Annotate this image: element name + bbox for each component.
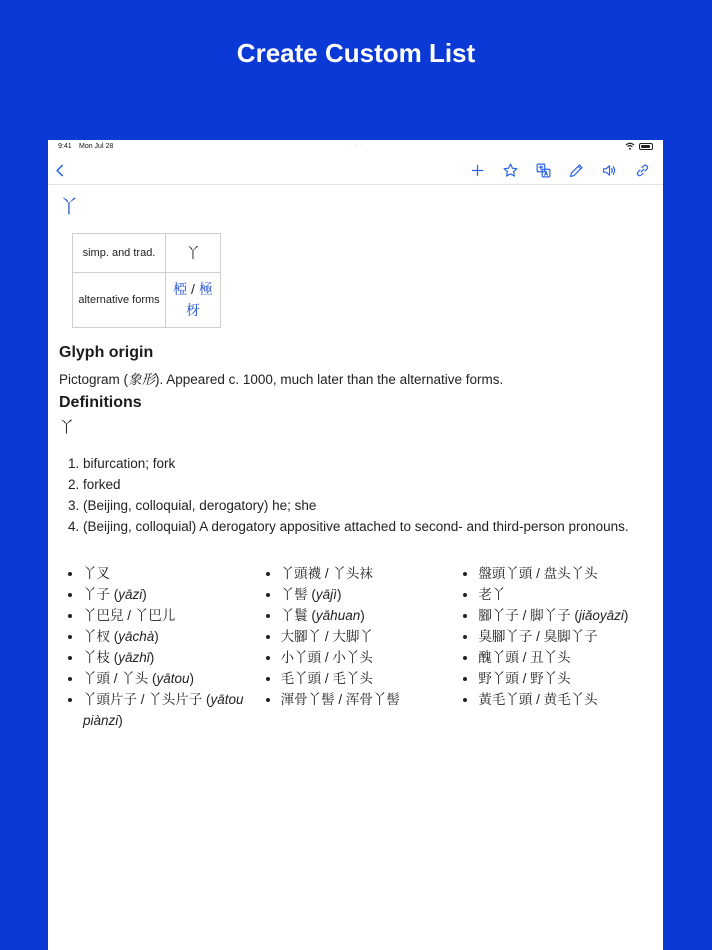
glyph-origin-heading: Glyph origin: [59, 344, 154, 361]
alt-separator: /: [187, 281, 199, 297]
derived-term-item[interactable]: [478, 626, 652, 647]
derived-term-pinyin: yātou piànzi: [83, 692, 244, 728]
derived-term-item[interactable]: [478, 647, 652, 668]
edit-button[interactable]: [566, 160, 586, 180]
forms-table: [72, 233, 221, 328]
status-time: 9:41: [58, 143, 72, 150]
derived-term-item[interactable]: [83, 605, 257, 626]
derived-term-item[interactable]: [478, 563, 652, 584]
derived-terms: [59, 563, 652, 731]
translate-button[interactable]: [533, 160, 553, 180]
battery-icon: [639, 143, 653, 150]
translate-icon: [535, 162, 552, 179]
derived-term-han: 黃毛丫頭 / 黄毛丫头: [478, 692, 598, 707]
derived-term-close: ): [149, 650, 155, 665]
definition-item: 2. forked: [83, 474, 652, 495]
add-button[interactable]: [467, 160, 487, 180]
derived-term-item[interactable]: [478, 689, 652, 710]
derived-term-pinyin: yāchà: [118, 629, 155, 644]
derived-term-item[interactable]: [83, 647, 257, 668]
derived-term-close: ): [623, 608, 629, 623]
derived-term-item[interactable]: [478, 584, 652, 605]
derived-term-pinyin: yātou: [156, 671, 190, 686]
entry-content: [48, 193, 663, 731]
definitions-list: [59, 453, 652, 537]
derived-term-close: ): [154, 629, 159, 644]
simp-trad-value: 丫: [166, 234, 221, 273]
derived-term-item[interactable]: [83, 689, 257, 731]
origin-text-part: Pictogram (: [59, 372, 129, 387]
derived-term-han: 毛丫頭 / 毛丫头: [280, 671, 373, 686]
definitions-heading: Definitions: [59, 394, 142, 411]
headword: 丫: [60, 197, 78, 217]
derived-term-pinyin: yāzi: [118, 587, 143, 602]
derived-term-han: 老丫: [478, 587, 506, 602]
derived-term-han: 丫髻 (: [280, 587, 316, 602]
derived-term-han: 大腳丫 / 大脚丫: [280, 629, 373, 644]
derived-term-item[interactable]: [83, 626, 257, 647]
star-icon: [502, 162, 519, 179]
derived-term-close: ): [360, 608, 365, 623]
status-bar: [48, 140, 663, 156]
derived-term-close: ): [142, 587, 147, 602]
back-button[interactable]: [50, 160, 70, 180]
derived-term-close: ): [118, 713, 123, 728]
derived-term-pinyin: yājì: [315, 587, 337, 602]
definition-item: 4. (Beijing, colloquial) A derogatory appositive attached to second- and third-person pronouns.: [83, 516, 652, 537]
toolbar: [48, 156, 663, 185]
derived-term-han: 丫杈 (: [83, 629, 119, 644]
chevron-left-icon: [52, 162, 69, 179]
wifi-icon: [625, 142, 635, 150]
alt-form-link[interactable]: 枒: [186, 302, 200, 318]
pencil-icon: [568, 162, 585, 179]
device-screen: [48, 140, 663, 950]
derived-term-han: 丫枝 (: [83, 650, 119, 665]
derived-term-item[interactable]: [83, 584, 257, 605]
alt-forms-value: [166, 273, 221, 328]
derived-term-close: ): [336, 587, 342, 602]
favorite-button[interactable]: [500, 160, 520, 180]
derived-term-han: 盤頭丫頭 / 盘头丫头: [478, 566, 598, 581]
audio-button[interactable]: [599, 160, 619, 180]
definitions-char: 丫: [59, 419, 75, 436]
derived-term-han: 丫巴兒 / 丫巴儿: [83, 608, 176, 623]
derived-term-han: 臭腳丫子 / 臭脚丫子: [478, 629, 598, 644]
derived-term-pinyin: yāzhī: [118, 650, 150, 665]
derived-term-han: 醜丫頭 / 丑丫头: [478, 650, 571, 665]
derived-column: [59, 563, 257, 731]
alt-forms-label: alternative forms: [73, 273, 166, 328]
derived-term-pinyin: yāhuan: [315, 608, 361, 623]
status-date: Mon Jul 28: [79, 143, 114, 150]
derived-term-han: 丫鬟 (: [280, 608, 316, 623]
alt-form-link[interactable]: 椏: [173, 281, 188, 297]
derived-column: [257, 563, 455, 731]
derived-term-han: 丫頭 / 丫头 (: [83, 671, 157, 686]
derived-term-han: 渾骨丫髻 / 浑骨丫髻: [280, 692, 400, 707]
derived-term-item[interactable]: [83, 668, 257, 689]
derived-term-item[interactable]: [281, 605, 455, 626]
derived-term-item[interactable]: [281, 647, 455, 668]
origin-term: 象形: [128, 372, 156, 387]
derived-term-item[interactable]: [281, 563, 455, 584]
derived-term-han: 丫頭片子 / 丫头片子 (: [83, 692, 211, 707]
derived-term-item[interactable]: [281, 689, 455, 710]
multitask-dots[interactable]: · · ·: [348, 142, 364, 149]
derived-term-item[interactable]: [478, 668, 652, 689]
link-button[interactable]: [632, 160, 652, 180]
derived-term-item[interactable]: [281, 584, 455, 605]
derived-term-han: 丫頭襪 / 丫头袜: [280, 566, 373, 581]
simp-trad-label: simp. and trad.: [73, 234, 166, 273]
derived-term-close: ): [189, 671, 195, 686]
glyph-origin-text: [59, 368, 652, 388]
derived-term-han: 丫子 (: [83, 587, 119, 602]
speaker-icon: [601, 162, 618, 179]
derived-term-pinyin: jiǎoyāzi: [578, 608, 624, 623]
derived-term-han: 野丫頭 / 野丫头: [478, 671, 571, 686]
origin-text-part: ). Appeared c. 1000, much later than the alternative forms.: [155, 372, 504, 387]
definition-item: 1. bifurcation; fork: [83, 453, 652, 474]
derived-column: [454, 563, 652, 731]
link-icon: [634, 162, 651, 179]
derived-term-item[interactable]: [83, 563, 257, 584]
derived-term-han: 丫叉: [83, 566, 110, 581]
derived-term-han: 小丫頭 / 小丫头: [280, 650, 373, 665]
derived-term-item[interactable]: [281, 626, 455, 647]
derived-term-item[interactable]: [281, 668, 455, 689]
derived-term-item[interactable]: [478, 605, 652, 626]
alt-form-link[interactable]: 極: [198, 281, 213, 297]
promo-title: Create Custom List: [236, 38, 476, 68]
definition-item: 3. (Beijing, colloquial, derogatory) he; she: [83, 495, 652, 516]
derived-term-han: 腳丫子 / 脚丫子 (: [478, 608, 579, 623]
plus-icon: [469, 162, 486, 179]
